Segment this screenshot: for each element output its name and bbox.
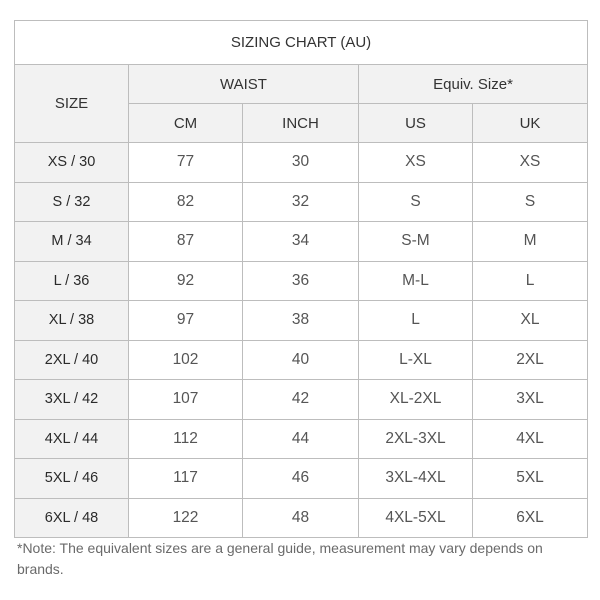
us-cell: 2XL-3XL (359, 419, 473, 459)
inch-header: INCH (243, 104, 359, 143)
table-row (15, 459, 588, 499)
uk-cell: 4XL (473, 419, 588, 459)
cm-cell: 92 (129, 261, 243, 301)
inch-cell: 30 (243, 143, 359, 183)
size-cell: L / 36 (15, 261, 129, 301)
uk-cell: XS (473, 143, 588, 183)
table-row (15, 419, 588, 459)
footnote: *Note: The equivalent sizes are a general guide, measurement may vary depends on brands. (17, 540, 543, 577)
equiv-size-header: Equiv. Size* (359, 65, 588, 104)
uk-cell: S (473, 182, 588, 222)
uk-cell: 3XL (473, 380, 588, 420)
us-cell: S-M (359, 222, 473, 262)
cm-header: CM (129, 104, 243, 143)
table-row (15, 301, 588, 341)
cm-cell: 122 (129, 498, 243, 538)
inch-cell: 42 (243, 380, 359, 420)
us-cell: L-XL (359, 340, 473, 380)
size-cell: XL / 38 (15, 301, 129, 341)
size-cell: 2XL / 40 (15, 340, 129, 380)
inch-cell: 46 (243, 459, 359, 499)
us-cell: S (359, 182, 473, 222)
inch-cell: 38 (243, 301, 359, 341)
size-header: SIZE (15, 65, 129, 143)
us-header: US (359, 104, 473, 143)
uk-cell: 2XL (473, 340, 588, 380)
us-cell: XS (359, 143, 473, 183)
cm-cell: 117 (129, 459, 243, 499)
uk-cell: L (473, 261, 588, 301)
size-cell: 4XL / 44 (15, 419, 129, 459)
uk-cell: M (473, 222, 588, 262)
us-cell: 4XL-5XL (359, 498, 473, 538)
sizing-chart-table (14, 20, 588, 538)
inch-cell: 36 (243, 261, 359, 301)
table-row (15, 182, 588, 222)
us-cell: L (359, 301, 473, 341)
inch-cell: 34 (243, 222, 359, 262)
inch-cell: 32 (243, 182, 359, 222)
uk-cell: 6XL (473, 498, 588, 538)
table-row (15, 498, 588, 538)
cm-cell: 112 (129, 419, 243, 459)
cm-cell: 97 (129, 301, 243, 341)
cm-cell: 87 (129, 222, 243, 262)
table-row (15, 380, 588, 420)
uk-cell: 5XL (473, 459, 588, 499)
inch-cell: 44 (243, 419, 359, 459)
uk-header: UK (473, 104, 588, 143)
inch-cell: 48 (243, 498, 359, 538)
us-cell: M-L (359, 261, 473, 301)
cm-cell: 107 (129, 380, 243, 420)
size-cell: 3XL / 42 (15, 380, 129, 420)
uk-cell: XL (473, 301, 588, 341)
waist-header: WAIST (129, 65, 359, 104)
size-cell: S / 32 (15, 182, 129, 222)
inch-cell: 40 (243, 340, 359, 380)
size-cell: 5XL / 46 (15, 459, 129, 499)
table-row (15, 261, 588, 301)
table-row (15, 222, 588, 262)
size-cell: 6XL / 48 (15, 498, 129, 538)
cm-cell: 82 (129, 182, 243, 222)
chart-title: SIZING CHART (AU) (15, 21, 588, 65)
cm-cell: 102 (129, 340, 243, 380)
table-row (15, 143, 588, 183)
size-cell: XS / 30 (15, 143, 129, 183)
us-cell: 3XL-4XL (359, 459, 473, 499)
table-row (15, 340, 588, 380)
cm-cell: 77 (129, 143, 243, 183)
size-cell: M / 34 (15, 222, 129, 262)
us-cell: XL-2XL (359, 380, 473, 420)
